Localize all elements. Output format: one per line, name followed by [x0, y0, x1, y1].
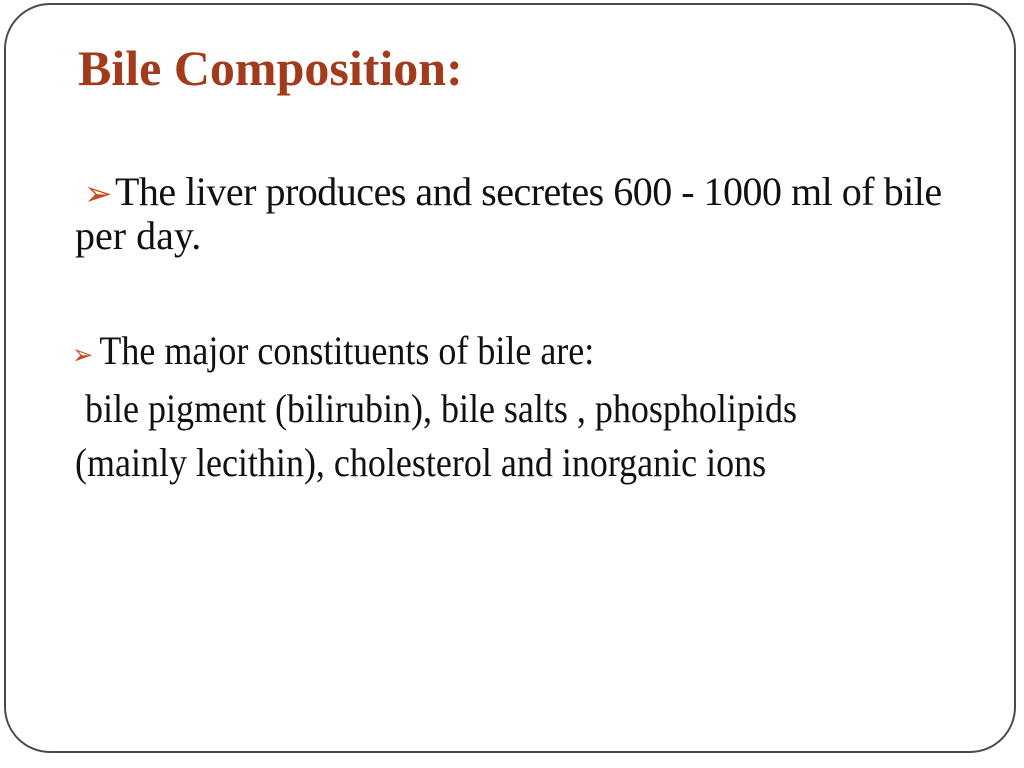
bullet-line-text: The liver produces and secretes 600 - 1000 ml of bile — [115, 169, 942, 214]
bullet-line-text: The major constituents of bile are: — [99, 328, 595, 373]
continuation-line — [75, 214, 201, 258]
arrowhead-bullet-icon: ➢ — [72, 338, 94, 371]
bullet-line-text: per day. — [75, 213, 202, 258]
arrowhead-bullet-icon: ➢ — [84, 174, 112, 214]
bullet-line-text: bile pigment (bilirubin), bile salts , phospholipids — [76, 386, 797, 431]
slide-title: Bile Composition: — [78, 40, 463, 96]
bullet-line — [84, 170, 942, 216]
continuation-line — [75, 441, 766, 485]
bullet-line — [72, 329, 594, 377]
slide-rounded-border — [4, 3, 1016, 753]
bullet-line-text: (mainly lecithin), cholesterol and inorganic ions — [75, 440, 767, 485]
continuation-line — [76, 387, 797, 431]
